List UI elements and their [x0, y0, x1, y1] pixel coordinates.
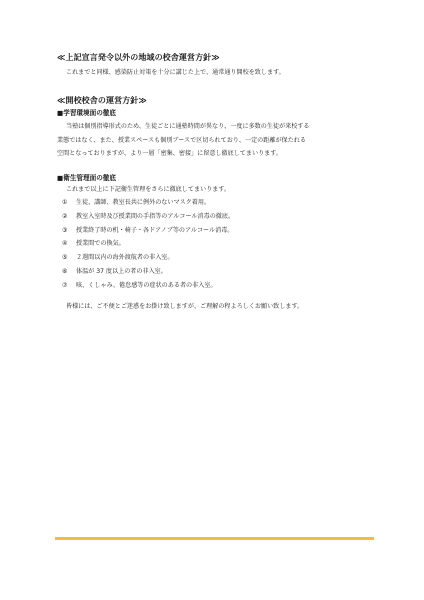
list-item-text: 授業間での換気。	[76, 240, 125, 248]
list-item	[62, 224, 234, 238]
list-item-number: ②	[62, 212, 68, 220]
section-heading-operation-policy: ≪開校校舎の運営方針≫	[57, 96, 147, 105]
list-item-number: ③	[62, 226, 68, 234]
hygiene-list	[62, 196, 234, 293]
subheading-hygiene: ■衛生管理面の徹底	[57, 174, 116, 182]
list-item	[62, 210, 234, 224]
list-item-text: 教室入室時及び授業間の手指等のアルコール消毒の徹底。	[76, 212, 235, 220]
section-heading-other-regions: ≪上記宣言発令以外の地域の校舎運営方針≫	[57, 53, 220, 62]
list-item	[62, 251, 234, 265]
list-item	[62, 196, 234, 210]
list-item-text: ２週間以内の海外渡航者の非入室。	[76, 254, 174, 262]
paragraph-line: 業態ではなく、また、授業スペースも個別ブースで区切られており、一定の距離が保たれる	[57, 137, 306, 144]
closing-note: 皆様には、ご不便とご迷惑をお掛け致しますが、ご理解の程よろしくお願い致します。	[66, 303, 304, 310]
list-item-number: ⑥	[62, 267, 68, 275]
paragraph-line: 空間となっておりますが、より一層「密集、密接」に留意し徹底してまいります。	[57, 150, 282, 157]
list-item-number: ④	[62, 240, 68, 248]
list-item	[62, 265, 234, 279]
list-item-text: 生徒、講師、教室長共に例外のないマスク着用。	[76, 199, 211, 206]
list-item-text: 咳、くしゃみ、倦怠感等の症状のある者の非入室。	[76, 281, 217, 289]
list-item-number: ⑤	[62, 254, 68, 262]
list-item-text: 体温が 37 度以上の者の非入室。	[76, 267, 167, 275]
paragraph-line: 当塾は個別指導形式のため、生徒ごとに通塾時間が異なり、一度に多数の生徒が来校する	[66, 123, 310, 130]
subheading-learning-environment: ■学習環境面の徹底	[57, 109, 116, 117]
list-item-number: ①	[62, 199, 68, 206]
hygiene-intro: これまで以上に下記衛生管理をさらに徹底してまいります。	[66, 186, 231, 193]
list-item	[62, 279, 234, 293]
footer-accent-rule	[55, 537, 374, 540]
list-item-number: ⑦	[62, 281, 68, 289]
list-item-text: 授業終了時の机・椅子・各ドアノブ等のアルコール消毒。	[76, 226, 234, 234]
list-item	[62, 237, 234, 251]
section-body-other-regions: これまでと同様、感染防止対策を十分に講じた上で、通常通り開校を致します。	[66, 69, 285, 76]
